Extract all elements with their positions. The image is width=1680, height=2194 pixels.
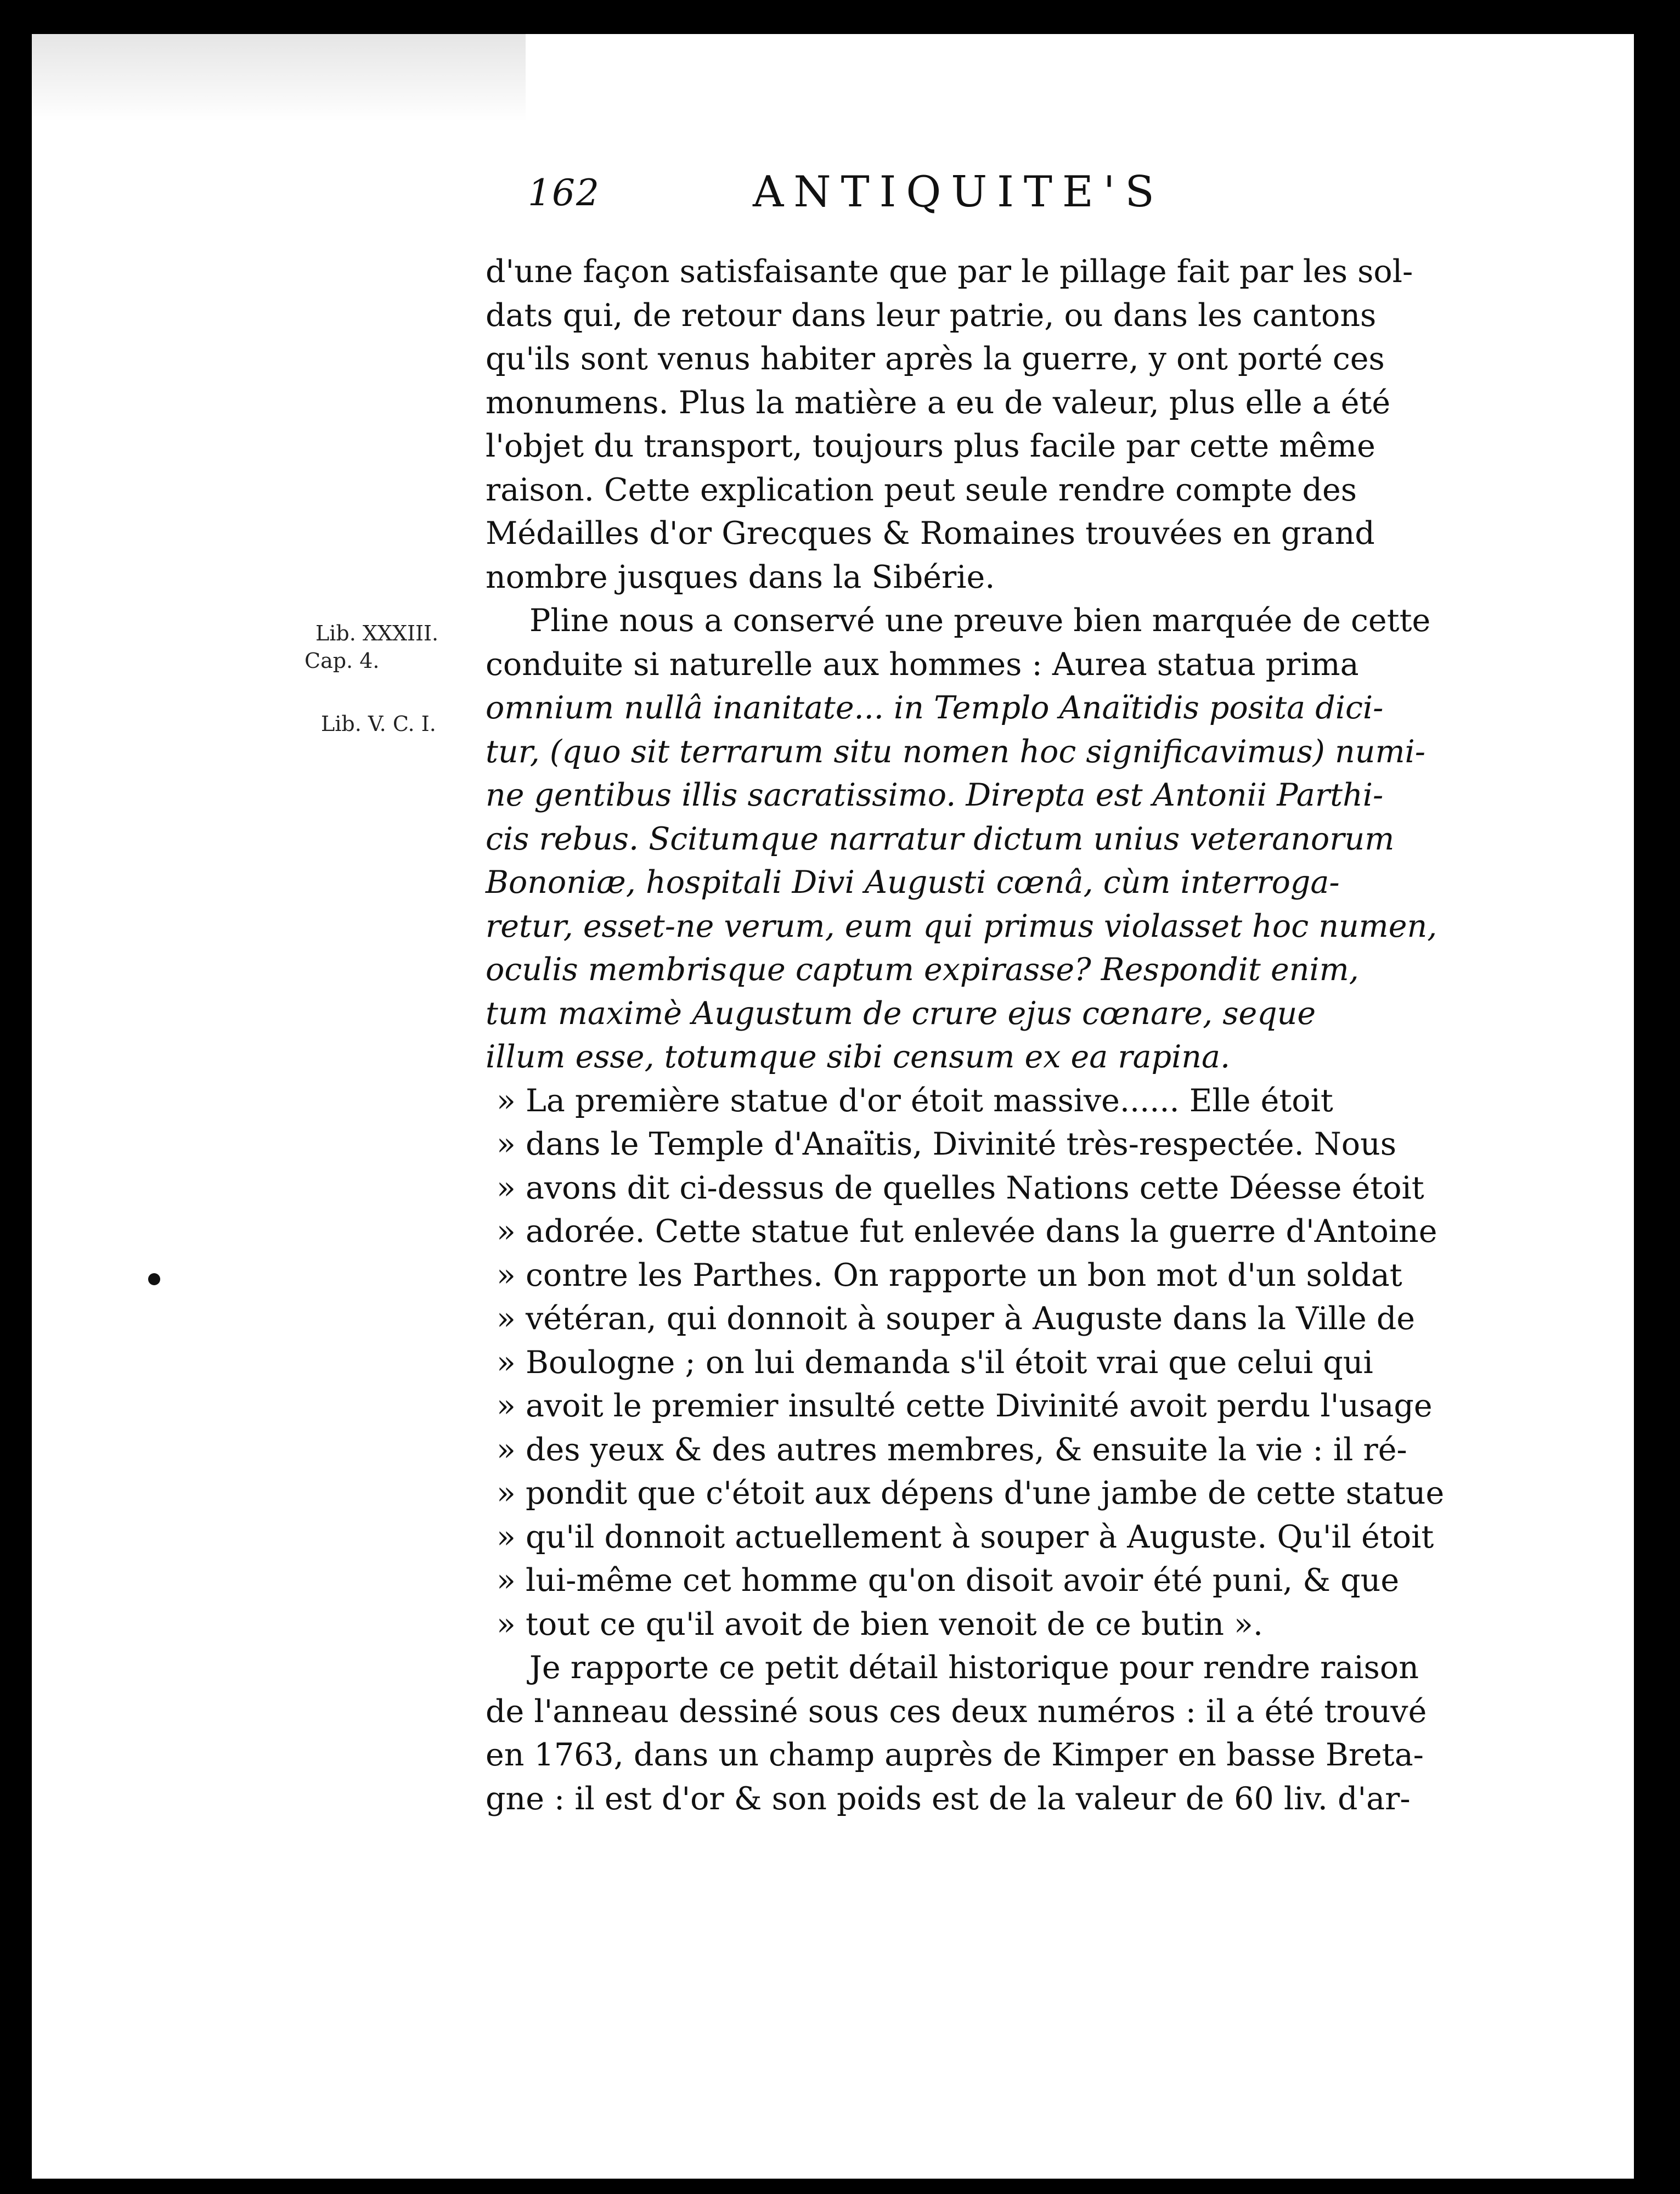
text-line: » avons dit ci-dessus de quelles Nations cette Déesse étoit: [497, 1169, 1424, 1206]
text-line: » qu'il donnoit actuellement à souper à Auguste. Qu'il étoit: [497, 1518, 1434, 1555]
body-text: [486, 250, 1457, 1821]
text-line: Bononiæ, hospitali Divi Augusti cœnâ, cùm interroga-: [486, 864, 1340, 901]
text-line: » Boulogne ; on lui demanda s'il étoit vrai que celui qui: [497, 1344, 1373, 1381]
text-line: nombre jusques dans la Sibérie.: [486, 559, 995, 595]
text-line: monumens. Plus la matière a eu de valeur, plus elle a été: [486, 384, 1391, 421]
margin-note-book: Lib. XXXIII.: [315, 621, 439, 645]
page-number: 162: [528, 172, 600, 214]
text-line: Je rapporte ce petit détail historique pour rendre raison: [529, 1650, 1419, 1686]
text-line: » dans le Temple d'Anaïtis, Divinité très-respectée. Nous: [497, 1126, 1397, 1162]
text-line: ne gentibus illis sacratissimo. Direpta est Antonii Parthi-: [486, 777, 1384, 813]
text-line: raison. Cette explication peut seule rendre compte des: [486, 471, 1357, 508]
text-line: tur, (quo sit terrarum situ nomen hoc significavimus) numi-: [486, 733, 1425, 770]
text-line: Pline nous a conservé une preuve bien marquée de cette: [529, 603, 1431, 639]
text-line: » avoit le premier insulté cette Divinité avoit perdu l'usage: [497, 1388, 1433, 1424]
text-line: l'objet du transport, toujours plus facile par cette même: [486, 428, 1375, 464]
text-line: tum maximè Augustum de crure ejus cœnare, seque: [486, 995, 1316, 1032]
text-line: en 1763, dans un champ auprès de Kimper en basse Breta-: [486, 1737, 1424, 1773]
text-line: dats qui, de retour dans leur patrie, ou dans les cantons: [486, 297, 1377, 334]
text-line: » contre les Parthes. On rapporte un bon mot d'un soldat: [497, 1257, 1402, 1293]
text-line: » vétéran, qui donnoit à souper à Auguste dans la Ville de: [497, 1301, 1416, 1337]
text-line: » lui-même cet homme qu'on disoit avoir été puni, & que: [497, 1562, 1400, 1599]
text-line: Médailles d'or Grecques & Romaines trouvées en grand: [486, 515, 1375, 552]
text-line: omnium nullâ inanitate... in Templo Anaïtidis posita dici-: [486, 690, 1384, 726]
text-line: gne : il est d'or & son poids est de la valeur de 60 liv. d'ar-: [486, 1780, 1411, 1817]
text-line: » tout ce qu'il avoit de bien venoit de ce butin ».: [497, 1606, 1264, 1642]
text-line: qu'ils sont venus habiter après la guerre, y ont porté ces: [486, 341, 1385, 377]
page-stain: [32, 34, 526, 122]
text-line: retur, esset-ne verum, eum qui primus violasset hoc numen,: [486, 908, 1437, 944]
text-line: conduite si naturelle aux hommes : Aurea statua prima: [486, 646, 1359, 683]
ink-spot: [148, 1273, 160, 1285]
text-line: oculis membrisque captum expirasse? Respondit enim,: [486, 952, 1359, 988]
text-line: » des yeux & des autres membres, & ensuite la vie : il ré-: [497, 1431, 1407, 1468]
running-title: ANTIQUITE'S: [753, 167, 1164, 217]
text-line: » pondit que c'étoit aux dépens d'une jambe de cette statue: [497, 1475, 1445, 1511]
text-line: cis rebus. Scitumque narratur dictum unius veteranorum: [486, 820, 1395, 857]
text-line: de l'anneau dessiné sous ces deux numéros : il a été trouvé: [486, 1693, 1427, 1730]
text-line: » La première statue d'or étoit massive...... Elle étoit: [497, 1082, 1333, 1119]
margin-note-chapter: Cap. 4.: [305, 649, 380, 673]
text-line: » adorée. Cette statue fut enlevée dans la guerre d'Antoine: [497, 1213, 1437, 1250]
page-edge-shadow: [1632, 34, 1680, 2194]
page-header: [528, 162, 1450, 228]
margin-note-reference: Lib. V. C. I.: [321, 712, 436, 736]
text-line: d'une façon satisfaisante que par le pillage fait par les sol-: [486, 254, 1413, 290]
text-line: illum esse, totumque sibi censum ex ea rapina.: [486, 1039, 1231, 1075]
